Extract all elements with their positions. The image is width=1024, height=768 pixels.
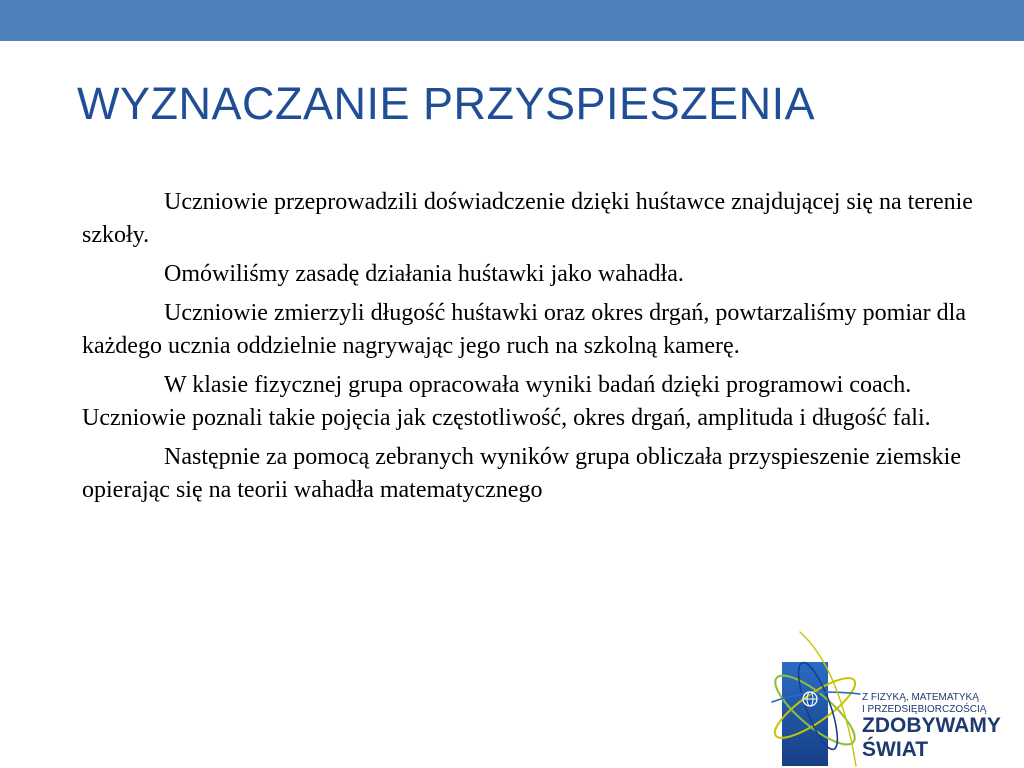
logo-line-1: Z FIZYKĄ, MATEMATYKĄ [862,692,979,703]
logo-line-2: I PRZEDSIĘBIORCZOŚCIĄ [862,704,987,715]
paragraph-5: Następnie za pomocą zebranych wyników grupa obliczała przyspieszenie ziemskie opierając się na teorii wahadła matematycznego [82,444,962,503]
paragraph-4: W klasie fizycznej grupa opracowała wyniki badań dzięki programowi coach. Uczniowie poznali takie pojęcia jak częstotliwość, okres drgań, amplituda i długość fali. [82,372,931,431]
logo-line-4: ŚWIAT [862,738,929,761]
logo-panel [782,662,828,766]
paragraph-1: Uczniowie przeprowadzili doświadczenie dzięki huśtawce znajdującej się na terenie szkoły. [82,189,973,248]
logo-line-3: ZDOBYWAMY [862,714,1001,737]
slide-title: WYZNACZANIE PRZYSPIESZENIA [77,78,816,129]
paragraph-2: Omówiliśmy zasadę działania huśtawki jako wahadła. [164,261,684,287]
slide-body [82,186,982,513]
paragraph-3: Uczniowie zmierzyli długość huśtawki oraz okres drgań, powtarzaliśmy pomiar dla każdego ucznia oddzielnie nagrywając jego ruch na szkolną kamerę. [82,300,966,359]
project-logo [770,628,1024,768]
top-accent-bar [0,0,1024,41]
